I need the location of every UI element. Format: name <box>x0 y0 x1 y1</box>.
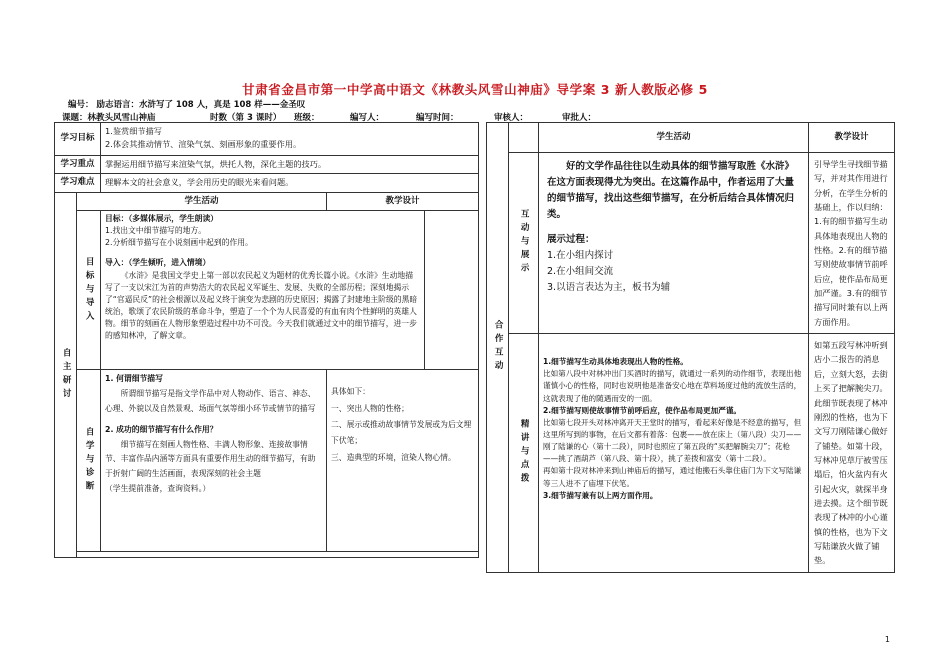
meta-line-1: 编号： 励志语言：水浒写了 108 人，真是 108 样——金圣叹 <box>68 100 306 110</box>
self-text-2: 细节描写在刻画人物性格、丰满人物形象、连接故事情节、丰富作品内涵等方面具有重要作用生动的细节描写，有助于折射广阔的生活画面，表现深刻的社会主题 <box>105 439 316 479</box>
intro-lead-head: 导入：（学生倾听，进入情境） <box>105 258 211 268</box>
right-table <box>486 122 895 573</box>
document-title: 甘肃省金昌市第一中学高中语文《林教头风雪山神庙》导学案 3 新人教版必修 5 <box>242 82 708 97</box>
meta-approver: 审批人： <box>562 113 597 123</box>
self-heading-1: 1. 何谓细节描写 <box>105 374 163 384</box>
intro-lead-text: 《水浒》是我国文学史上第一部以农民起义为题材的优秀长篇小说。《水浒》生动地描写了一支以宋江为首的声势浩大的农民起义军诞生、发展、失败的全部历程；深刻地揭示了“官逼民反”的社会根源以及起义终于演变为悲剧的历史原因；揭露了封建地主阶级的黑暗统治，歌颂了农民阶级的革命斗争，塑造了一个个为人民喜爱的有血有肉个性鲜明的英雄人物。细节的刻画在人物形象塑造过程中功不可没。今天我们就通过文中的细节描写，进一步的感知林冲，了解文章。 <box>105 270 418 340</box>
bottom-spacer <box>77 551 479 557</box>
section-interact-show: 互动与展示 <box>509 153 539 334</box>
col-teaching-design: 教学设计 <box>327 192 479 211</box>
meta-reviewer: 审核人： <box>494 113 529 123</box>
self-design-1: 具体如下： <box>331 387 370 397</box>
interact-step-1: 1.在小组内探讨 <box>547 249 614 261</box>
self-design-2: 一、突出人物的性格； <box>331 403 409 413</box>
goal-cell <box>101 123 479 156</box>
interact-step-2: 2.在小组间交流 <box>547 265 614 277</box>
interact-process-head: 展示过程： <box>547 233 595 245</box>
self-note: （学生提前准备，查询资料。） <box>105 484 211 493</box>
self-study-cell <box>101 370 327 552</box>
intro-goal-1: 1.找出文中细节描写的地方。 <box>105 226 207 236</box>
difficulty-label: 学习难点 <box>55 174 101 193</box>
focus-label: 学习重点 <box>55 155 101 174</box>
interact-step-3: 3.以语言表达为主，板书为辅 <box>547 281 671 293</box>
explain-text-2: 比如第七段开头对林冲离开天王堂时的描写，看起来好像是不经意的描写，但这里所写到的事物，在后文都有着落：包裹——放在床上（第八段）尖刀——刚了陆谦的心（第十二段），同时也照应了第五段的“买把解腕尖刀”；花枪——挑了酒葫芦（第八段、第十段），挑了差拨和富安（第十二段）。 <box>543 417 802 464</box>
section-self-diagnose: 自学与诊断 <box>77 370 101 552</box>
right-col-student-activity: 学生活动 <box>539 123 809 153</box>
right-col-teaching-design: 教学设计 <box>809 123 895 153</box>
intro-goal-head: 目标：（多媒体展示，学生朗读） <box>105 214 219 224</box>
explain-cell <box>539 334 809 573</box>
left-table <box>54 122 479 558</box>
right-header-blank <box>509 123 539 153</box>
explain-text-1: 比如第八段中对林冲出门买酒时的描写，就通过一系列的动作细节，表现出他谨慎小心的性格，同时也说明他是准备安心地在草料场度过他的流放生活的，这就表现了他的随遇而安的一面。 <box>543 369 802 403</box>
meta-topic: 课题：林教头风雪山神庙 <box>62 113 156 123</box>
self-text-1: 所谓细节描写是指文学作品中对人物动作、语言、神态、心理、外貌以及自然景观、场面气氛等细小环节或情节的描写 <box>105 389 316 413</box>
intro-design-empty <box>425 211 479 370</box>
difficulty-text: 理解本文的社会意义，学会用历史的眼光来看问题。 <box>101 174 479 193</box>
self-design-4: 三、造典型的环境，渲染人物心情。 <box>331 452 456 462</box>
intro-goal-2: 2.分析细节描写在小说刻画中起到的作用。 <box>105 238 253 248</box>
explain-text-3: 再如第十段对林冲来到山神庙后的描写，通过他搬石头靠住庙门为下文写陆谦等三人进不了庙埋下伏笔。 <box>543 466 802 488</box>
self-design-3: 二、展示或推动故事情节发展或为后文埋下伏笔； <box>331 420 472 446</box>
meta-writer: 编写人： <box>350 113 385 123</box>
meta-hours: 时数（第 3 课时） <box>210 113 282 123</box>
intro-cell <box>101 211 425 370</box>
section-cooperation: 合作互动 <box>487 123 509 573</box>
explain-heading-1: 1.细节描写生动具体地表现出人物的性格。 <box>543 357 688 367</box>
meta-time: 编写时间： <box>416 113 459 123</box>
explain-heading-2: 2.细节描写则使故事情节前呼后应，使作品布局更加严谨。 <box>543 405 742 415</box>
page-number: 1 <box>884 635 890 644</box>
explain-design: 如第五段写林冲听到店小二报告的消息后，立刻大怒，去街上买了把解腕尖刀。此细节既表现了林冲刚烈的性格，也为下文写刀刚陆谦心做好了铺垫。如第十段，写林冲见草厅被雪压塌后，怕火盆内有火引起火灾，就探半身进去摸。这个细节既表现了林冲的小心谨慎的性格，也为下文写陆谦放火做了铺垫。 <box>809 334 895 573</box>
section-goal-intro: 目标与导入 <box>77 211 101 370</box>
interact-design: 引导学生寻找细节描写，并对其作用进行分析，在学生分析的基础上，作以归纳：1.有的细节描写生动具体地表现出人物的性格。2.有的细节描写则使故事情节前呼后应，使作品布局更加严谨。3.有的细节描写同时兼有以上两方面作用。 <box>809 153 895 334</box>
self-heading-2: 2. 成功的细节描写有什么作用？ <box>105 424 218 434</box>
col-student-activity: 学生活动 <box>77 192 327 211</box>
meta-class: 班级： <box>294 113 320 123</box>
goal-item-1: 1.鉴赏细节描写 <box>105 126 162 136</box>
focus-text: 掌握运用细节描写来渲染气氛，烘托人物，深化主题的技巧。 <box>101 155 479 174</box>
goal-item-2: 2.体会其推动情节、渲染气氛、刻画形象的重要作用。 <box>105 138 302 149</box>
explain-heading-3: 3.细节描写兼有以上两方面作用。 <box>543 490 658 500</box>
interact-cell <box>539 153 809 334</box>
section-self-study: 自主研讨 <box>55 192 77 557</box>
section-explain: 精讲与点拨 <box>509 334 539 573</box>
goal-label: 学习目标 <box>55 123 101 156</box>
interact-intro: 好的文学作品往往以生动具体的细节描写取胜《水浒》在这方面表现得尤为突出。在这篇作品中，作者运用了大量的细节描写，找出这些细节描写，在分析后结合具体情况归类。 <box>547 161 795 221</box>
self-design-cell <box>327 370 479 552</box>
